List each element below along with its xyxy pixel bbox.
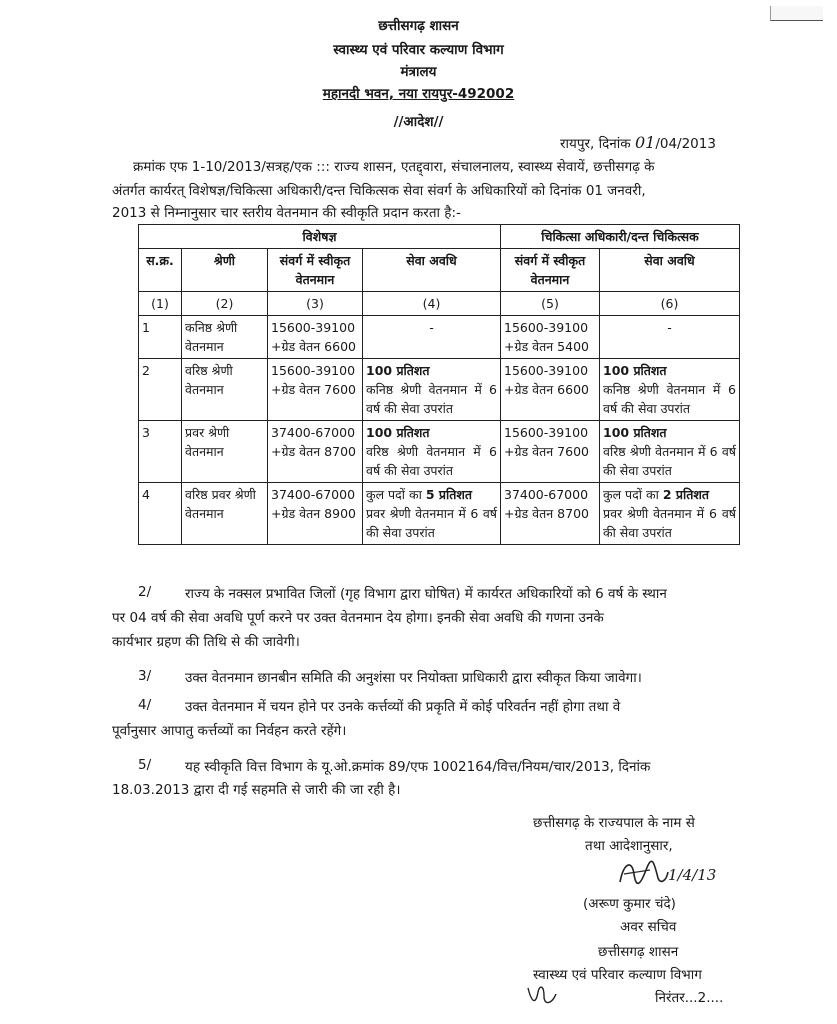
row4-service2-bold: 2 प्रतिशत — [662, 487, 709, 502]
header-ministry: मंत्रालय — [400, 64, 437, 80]
signature-line-2: तथा आदेशानुसार, — [585, 838, 673, 854]
table-row — [139, 316, 740, 359]
para5-line-2: 18.03.2013 द्वारा दी गई सहमति से जारी की जा रही है। — [112, 782, 401, 798]
header-address — [0, 84, 837, 102]
table-row — [139, 359, 740, 421]
row2-service1 — [363, 359, 501, 421]
row4-sno: 4 — [139, 483, 182, 545]
para4-number: 4/ — [138, 697, 152, 713]
row3-service2-text: वरिष्ठ श्रेणी वेतनमान में 6 वर्ष की सेवा उपरांत — [603, 444, 736, 478]
row3-service2 — [600, 421, 740, 483]
row2-service2 — [600, 359, 740, 421]
signatory-department: स्वास्थ्य एवं परिवार कल्याण विभाग — [533, 967, 702, 983]
row2-pay2: 15600-39100 +ग्रेड वेतन 6600 — [501, 359, 600, 421]
date-rest: /04/2013 — [655, 136, 716, 152]
row2-pay1: 15600-39100 +ग्रेड वेतन 7600 — [268, 359, 363, 421]
row4-service2-pre: कुल पदों का — [603, 487, 659, 502]
para2-line-2: पर 04 वर्ष की सेवा अवधि पूर्ण करने पर उक्त वेतनमान देय होगा। इनकी सेवा अवधि की गणना उनके — [112, 610, 604, 626]
row4-pay2: 37400-67000 +ग्रेड वेतन 8700 — [501, 483, 600, 545]
col-pay-specialist: संवर्ग में स्वीकृत वेतनमान — [268, 249, 363, 292]
date-line — [560, 133, 716, 152]
row4-service1-pre: कुल पदों का — [366, 487, 422, 502]
row1-pay1: 15600-39100 +ग्रेड वेतन 6600 — [268, 316, 363, 359]
row1-service1-text: - — [429, 320, 434, 335]
num-6: (6) — [600, 292, 740, 316]
row3-pay1: 37400-67000 +ग्रेड वेतन 8700 — [268, 421, 363, 483]
col-service-specialist: सेवा अवधि — [363, 249, 501, 292]
row2-service1-text: कनिष्ठ श्रेणी वेतनमान में 6 वर्ष की सेवा उपरांत — [366, 382, 497, 416]
table-row — [139, 483, 740, 545]
row3-service2-bold: 100 प्रतिशत — [603, 425, 667, 440]
row3-service1 — [363, 421, 501, 483]
row2-service1-bold: 100 प्रतिशत — [366, 363, 430, 378]
signatory-name: (अरूण कुमार चंदे) — [583, 896, 676, 912]
row1-service1 — [363, 316, 501, 359]
row4-service1-bold: 5 प्रतिशत — [425, 487, 472, 502]
header-government: छत्तीसगढ़ शासन — [378, 18, 459, 34]
num-4: (4) — [363, 292, 501, 316]
para2-line-1: राज्य के नक्सल प्रभावित जिलों (गृह विभाग द्वारा घोषित) में कार्यरत अधिकारियों को 6 वर्ष के स्थान — [185, 586, 667, 602]
para4-line-1: उक्त वेतनमान में चयन होने पर उनके कर्त्तव्यों की प्रकृति में कोई परिवर्तन नहीं होगा तथा वे — [185, 699, 621, 715]
row3-sno: 3 — [139, 421, 182, 483]
row4-service1 — [363, 483, 501, 545]
table-column-header-row — [139, 249, 740, 292]
intro-line-1: क्रमांक एफ 1-10/2013/सत्रह/एक ::: राज्य शासन, एतद्द्वारा, संचालनालय, स्वास्थ्य सेवायें, छत्तीसगढ़ के — [133, 159, 655, 175]
para4-line-2: पूर्वानुसार आपातु कर्त्तव्यों का निर्वहन करते रहेंगे। — [112, 723, 347, 739]
group-medical-officer: चिकित्सा अधिकारी/दन्त चिकित्सक — [501, 225, 740, 249]
row4-grade: वरिष्ठ प्रवर श्रेणी वेतनमान — [182, 483, 268, 545]
row1-service2-text: - — [667, 320, 672, 335]
signature-date: 1/4/13 — [668, 866, 717, 884]
header-department: स्वास्थ्य एवं परिवार कल्याण विभाग — [333, 42, 504, 58]
row1-service2 — [600, 316, 740, 359]
para3-number: 3/ — [138, 668, 152, 684]
group-specialist: विशेषज्ञ — [139, 225, 501, 249]
row2-service2-bold: 100 प्रतिशत — [603, 363, 667, 378]
row4-pay1: 37400-67000 +ग्रेड वेतन 8900 — [268, 483, 363, 545]
table-row — [139, 421, 740, 483]
para2-number: 2/ — [138, 584, 152, 600]
table-number-row — [139, 292, 740, 316]
row2-grade: वरिष्ठ श्रेणी वेतनमान — [182, 359, 268, 421]
para2-line-3: कार्यभार ग्रहण की तिथि से की जावेगी। — [112, 634, 300, 650]
row1-pay2: 15600-39100 +ग्रेड वेतन 5400 — [501, 316, 600, 359]
date-day: 01 — [634, 133, 656, 152]
intro-line-3: 2013 से निम्नानुसार चार स्तरीय वेतनमान की स्वीकृति प्रदान करता है:- — [112, 205, 461, 221]
row3-pay2: 15600-39100 +ग्रेड वेतन 7600 — [501, 421, 600, 483]
table-group-header-row — [139, 225, 740, 249]
row4-service2 — [600, 483, 740, 545]
row3-service1-bold: 100 प्रतिशत — [366, 425, 430, 440]
row3-service1-text: वरिष्ठ श्रेणी वेतनमान में 6 वर्ष की सेवा उपरांत — [366, 444, 497, 478]
col-sno: स.क्र. — [139, 249, 182, 292]
para3-line-1: उक्त वेतनमान छानबीन समिति की अनुशंसा पर नियोक्ता प्राधिकारी द्वारा स्वीकृत किया जावेगा। — [185, 670, 642, 686]
row1-grade: कनिष्ठ श्रेणी वेतनमान — [182, 316, 268, 359]
signatory-government: छत्तीसगढ़ शासन — [598, 944, 679, 960]
intro-line-2: अंतर्गत कार्यरत् विशेषज्ञ/चिकित्सा अधिकारी/दन्त चिकित्सक सेवा संवर्ग के अधिकारियों को दिनांक 01 जनवरी, — [112, 183, 646, 199]
signatory-designation: अवर सचिव — [620, 919, 677, 935]
header-address-text: महानदी भवन, नया रायपुर-492002 — [322, 86, 515, 102]
col-service-medical: सेवा अवधि — [600, 249, 740, 292]
order-title: //आदेश// — [393, 114, 444, 130]
continued-marker: निरंतर...2.... — [655, 990, 724, 1006]
num-1: (1) — [139, 292, 182, 316]
row4-service2-text: प्रवर श्रेणी वेतनमान में 6 वर्ष की सेवा उपरांत — [603, 506, 736, 540]
col-pay-medical: संवर्ग में स्वीकृत वेतनमान — [501, 249, 600, 292]
date-prefix: रायपुर, दिनांक — [560, 136, 631, 152]
pay-scale-table — [138, 224, 740, 545]
num-3: (3) — [268, 292, 363, 316]
col-grade: श्रेणी — [182, 249, 268, 292]
row4-service1-text: प्रवर श्रेणी वेतनमान में 6 वर्ष की सेवा उपरांत — [366, 506, 497, 540]
row1-sno: 1 — [139, 316, 182, 359]
initials-mark — [524, 980, 564, 1010]
row2-service2-text: कनिष्ठ श्रेणी वेतनमान में 6 वर्ष की सेवा उपरांत — [603, 382, 736, 416]
row3-grade: प्रवर श्रेणी वेतनमान — [182, 421, 268, 483]
row2-sno: 2 — [139, 359, 182, 421]
para5-number: 5/ — [138, 757, 152, 773]
signature-line-1: छत्तीसगढ़ के राज्यपाल के नाम से — [533, 815, 695, 831]
num-2: (2) — [182, 292, 268, 316]
num-5: (5) — [501, 292, 600, 316]
para5-line-1: यह स्वीकृति वित्त विभाग के यू.ओ.क्रमांक 89/एफ 1002164/वित्त/नियम/चार/2013, दिनांक — [185, 759, 651, 775]
